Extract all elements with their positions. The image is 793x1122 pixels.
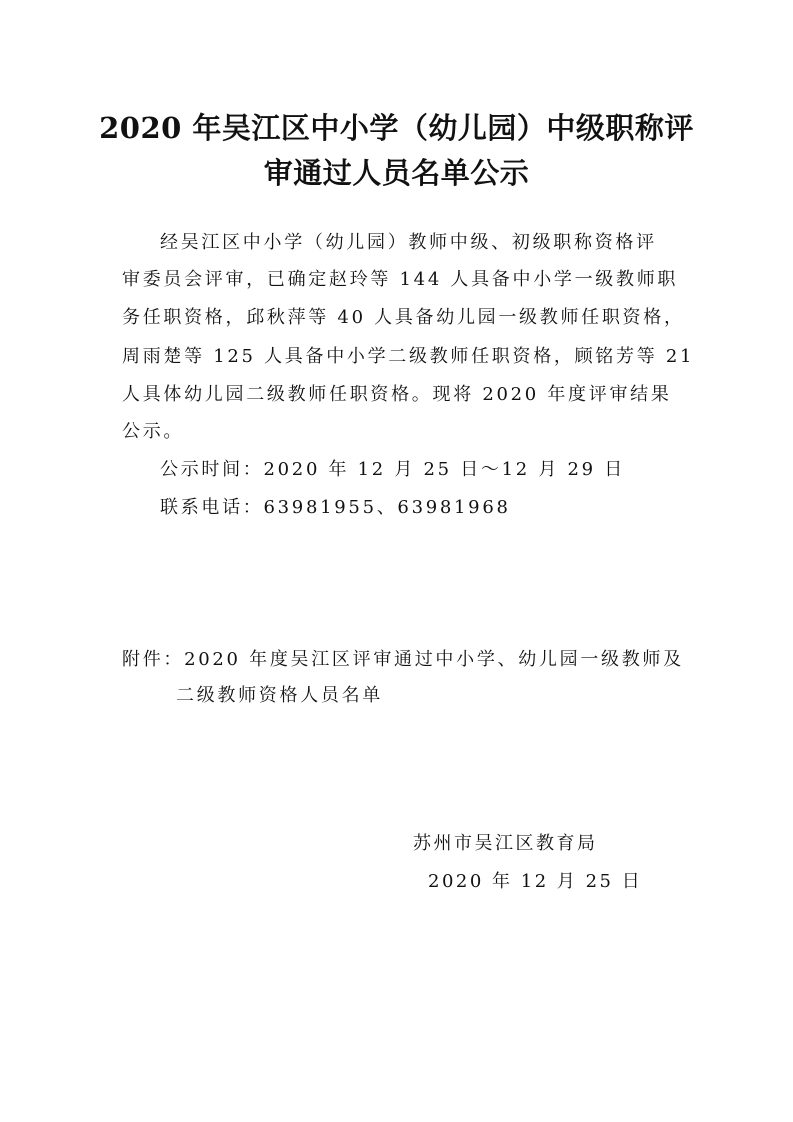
body-paragraph-line-2: 审委员会评审，已确定赵玲等 144 人具备中小学一级教师职 — [122, 269, 679, 290]
body-paragraph-line-4: 周雨楚等 125 人具备中小学二级教师任职资格，顾铭芳等 21 — [122, 346, 695, 367]
body-paragraph-line-6: 公示。 — [122, 421, 185, 442]
document-title-line-1: 2020 年吴江区中小学（幼儿园）中级职称评 — [99, 111, 694, 145]
body-paragraph-line-1: 经吴江区中小学（幼儿园）教师中级、初级职称资格评 — [160, 232, 657, 253]
document-title-line-2: 审通过人员名单公示 — [263, 156, 530, 190]
attachment-line-2: 二级教师资格人员名单 — [176, 685, 383, 706]
issue-date: 2020 年 12 月 25 日 — [428, 871, 643, 892]
contact-phone: 联系电话：63981955、63981968 — [160, 497, 511, 518]
publicity-period: 公示时间：2020 年 12 月 25 日～12 月 29 日 — [160, 459, 625, 480]
body-paragraph-line-3: 务任职资格，邱秋萍等 40 人具备幼儿园一级教师任职资格， — [122, 307, 685, 328]
body-paragraph-line-5: 人具体幼儿园二级教师任职资格。现将 2020 年度评审结果 — [122, 384, 672, 405]
attachment-line-1: 附件：2020 年度吴江区评审通过中小学、幼儿园一级教师及 — [122, 649, 684, 670]
issuer-name: 苏州市吴江区教育局 — [413, 833, 598, 854]
